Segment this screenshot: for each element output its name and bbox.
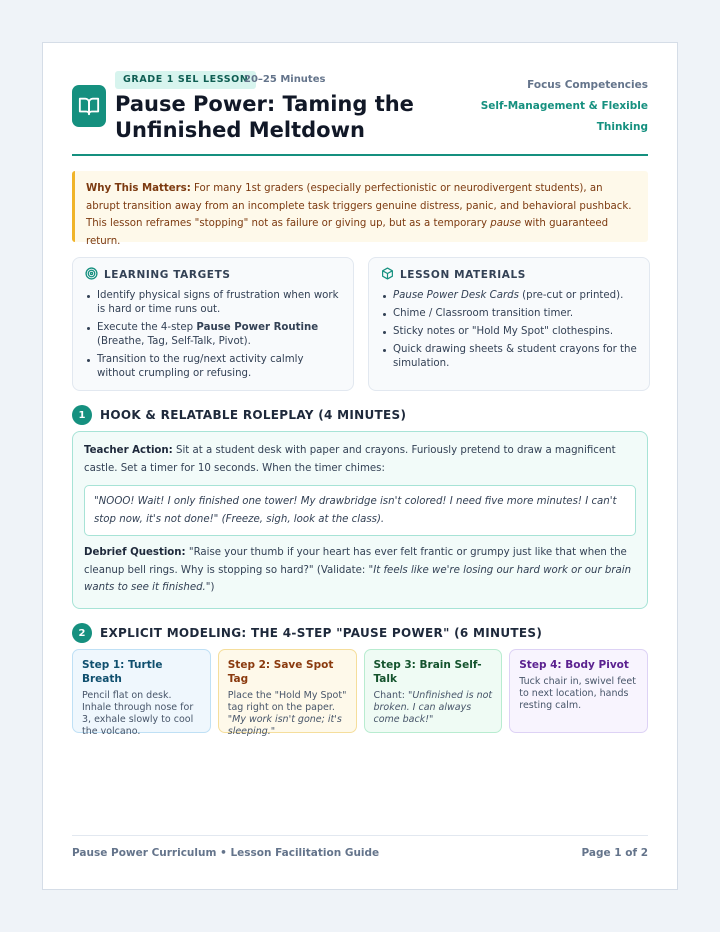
step-cards — [72, 649, 648, 737]
section-2-number: 2 — [72, 623, 92, 643]
step-1-body: Pencil flat on desk. Inhale through nose for 3, exhale slowly to cool the volcano. — [82, 690, 194, 737]
debrief-close: ) — [210, 582, 215, 593]
material-1-post: (pre-cut or printed). — [518, 290, 624, 301]
section-1-number: 1 — [72, 405, 92, 425]
why-emphasis: pause — [490, 218, 521, 229]
list-item — [85, 289, 341, 317]
lesson-materials-heading: LESSON MATERIALS — [400, 269, 526, 281]
footer-curriculum-label: Pause Power Curriculum • Lesson Facilitation Guide — [72, 847, 380, 859]
target-2-pre: Execute the 4-step — [97, 322, 197, 333]
step-1-title: Step 1: Turtle Breath — [82, 659, 163, 685]
step-2-body-wrap — [228, 690, 347, 738]
material-3-text: Sticky notes or "Hold My Spot" clothespins. — [393, 326, 614, 337]
competency-label: Focus Competencies — [527, 79, 648, 91]
step-4-body: Tuck chair in, swivel feet to next location, hands resting calm. — [519, 676, 636, 711]
box-icon — [381, 267, 394, 283]
debrief-quote: "It feels like we're losing our hard work or our brain wants to see it finished." — [84, 564, 632, 593]
lesson-materials-box — [368, 257, 650, 391]
material-1-em: Pause Power Desk Cards — [393, 290, 519, 301]
page-title: Pause Power: Taming the Unfinished Meltdown — [115, 92, 414, 142]
why-label: Why This Matters: — [86, 183, 191, 194]
teacher-action-text: Sit at a student desk with paper and crayons. Furiously pretend to draw a magnificent castle. Set a timer for 10 seconds. When the timer chimes: — [84, 445, 616, 474]
step-card-body-pivot — [509, 649, 648, 733]
teacher-action-label: Teacher Action: — [84, 445, 173, 456]
section-1-heading — [72, 405, 406, 425]
list-item — [85, 321, 341, 349]
target-2-post: (Breathe, Tag, Self-Talk, Pivot). — [97, 336, 251, 347]
target-1-text: Identify physical signs of frustration when work is hard or time runs out. — [97, 290, 339, 315]
step-card-save-spot-tag — [218, 649, 357, 737]
section-2-title: EXPLICIT MODELING: THE 4-STEP "PAUSE POWER" (6 MINUTES) — [100, 626, 543, 640]
list-item — [381, 307, 637, 321]
roleplay-quote: "NOOO! Wait! I only finished one tower! My drawbridge isn't colored! I need five more minutes! I can't stop now, it's not done!" (Freeze, sigh, look at the class). — [84, 485, 636, 536]
competency-value: Self-Management & Flexible Thinking — [480, 100, 648, 133]
duration-label: 20–25 Minutes — [244, 74, 326, 85]
header-divider — [72, 154, 648, 156]
step-card-turtle-breath — [72, 649, 211, 737]
step-2-title: Step 2: Save Spot Tag — [227, 659, 334, 685]
step-3-body-wrap — [374, 690, 493, 726]
target-3-text: Transition to the rug/next activity calmly without crumpling or refusing. — [97, 354, 304, 379]
step-card-brain-self-talk — [364, 649, 503, 733]
list-item — [381, 343, 637, 371]
why-this-matters-callout — [72, 171, 648, 247]
list-item — [381, 289, 637, 303]
debrief-label: Debrief Question: — [84, 547, 186, 558]
learning-targets-heading: LEARNING TARGETS — [104, 269, 231, 281]
hook-roleplay-box — [72, 431, 648, 609]
material-2-text: Chime / Classroom transition timer. — [393, 308, 574, 319]
why-text-1: For many 1st graders (especially perfectionistic or neurodivergent students), an abrupt transition away from an incomplete task triggers genuine distress, panic, and behavioral pushback. This lesson reframes "stopping" not as failure or giving up, but as a temporary — [86, 183, 632, 229]
debrief-text: "Raise your thumb if your heart has ever felt frantic or grumpy just like that when the cleanup bell rings. Why is stopping so hard?" (Validate: — [84, 547, 627, 576]
target-icon — [85, 267, 98, 283]
footer-divider — [72, 835, 648, 836]
section-2-heading — [72, 623, 542, 643]
step-2-body-em: "My work isn't gone; it's sleeping." — [227, 714, 342, 737]
section-1-title: HOOK & RELATABLE ROLEPLAY (4 MINUTES) — [100, 408, 407, 422]
target-2-bold: Pause Power Routine — [196, 322, 319, 333]
list-item — [85, 353, 341, 381]
why-text-2: with guaranteed return. — [86, 218, 609, 247]
grade-badge: GRADE 1 SEL LESSON — [115, 71, 256, 89]
focus-competencies — [478, 75, 648, 138]
step-2-body: Place the "Hold My Spot" tag right on the paper. — [227, 690, 347, 713]
open-book-icon — [72, 85, 106, 127]
step-3-title: Step 3: Brain Self-Talk — [373, 659, 482, 685]
lesson-page — [42, 42, 678, 890]
step-3-body-em: "Unfinished is not broken. I can always come back!" — [373, 690, 493, 725]
step-3-body: Chant: — [373, 690, 408, 701]
step-4-title: Step 4: Body Pivot — [519, 659, 629, 671]
learning-targets-box — [72, 257, 354, 391]
material-4-text: Quick drawing sheets & student crayons for the simulation. — [393, 344, 637, 369]
page-number: Page 1 of 2 — [581, 847, 648, 859]
list-item — [381, 325, 637, 339]
